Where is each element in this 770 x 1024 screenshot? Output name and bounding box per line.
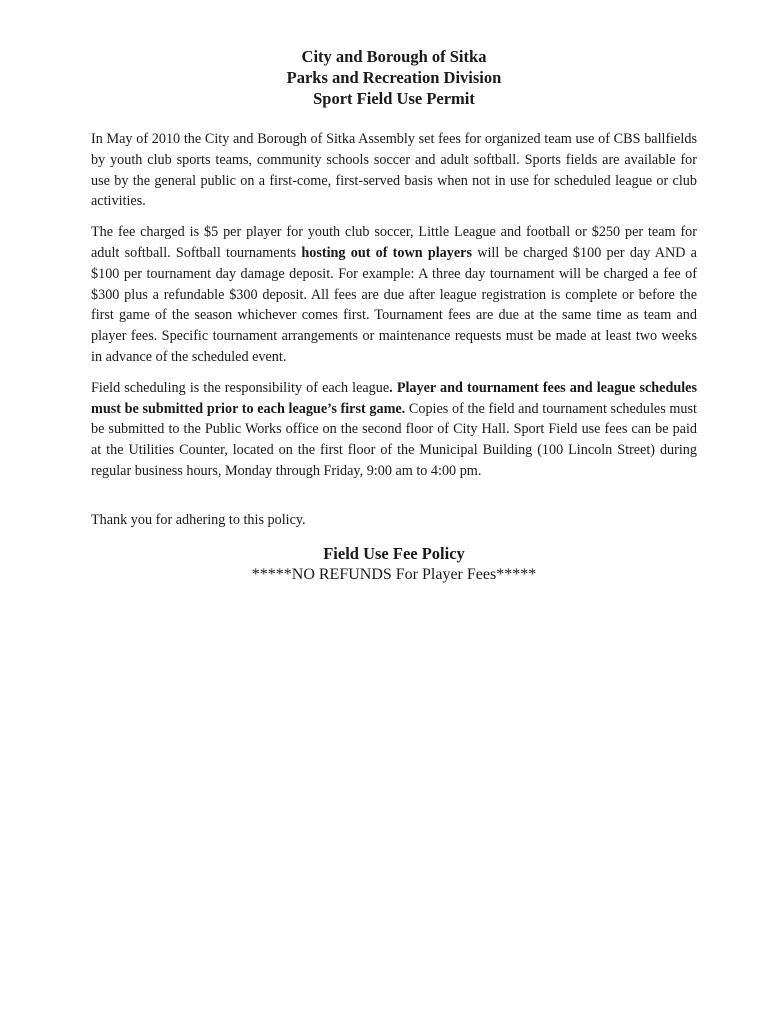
fee-details-bold: hosting out of town players (301, 244, 472, 261)
scheduling-text-end: Copies of the field and tournament schedules must be submitted to the Public Works office on the second floor of City Hall. Sport Field use fees can be paid at the Utilities Counter, located on the first floor of the Municipal Building (100 Lincoln Street) during regular business hours, Monday through Friday, 9:00 am to 4:00 pm. (91, 400, 697, 479)
header-division: Parks and Recreation Division (286, 68, 502, 87)
policy-title: Field Use Fee Policy (323, 543, 465, 563)
paragraph-scheduling (91, 378, 697, 482)
scheduling-bold: . Player and tournament fees and league schedules must be submitted prior to each league’s first game. (91, 379, 697, 417)
document-header (91, 46, 697, 109)
thanks-line: Thank you for adhering to this policy. (91, 511, 306, 528)
policy-subtitle: *****NO REFUNDS For Player Fees***** (251, 565, 537, 583)
paragraph-fee-details (91, 222, 697, 368)
fee-details-text-end: will be charged $100 per day AND a $100 per tournament day damage deposit. For example: A three day tournament will be charged a fee of $300 plus a refundable $300 deposit. All fees are due after league registration is complete or before the first game of the season whichever comes first. Tournament fees are due at the same time as team and player fees. Specific tournament arrangements or maintenance requests must be made at least two weeks in advance of the scheduled event. (91, 244, 697, 365)
paragraph-fee-intro-text: In May of 2010 the City and Borough of Sitka Assembly set fees for organized team use of CBS ballfields by youth club sports teams, community schools soccer and adult softball. Sports fields are available for use by the general public on a first-come, first-served basis when not in use for scheduled league or club activities. (91, 131, 697, 210)
header-organization: City and Borough of Sitka (301, 47, 487, 66)
scheduling-text-start: Field scheduling is the responsibility of each league (91, 379, 390, 396)
fee-details-text-start: The fee charged is $5 per player for youth club soccer, Little League and football or $250 per team for adult softball. Softball tournaments (91, 224, 697, 261)
header-title: Sport Field Use Permit (313, 89, 475, 108)
policy-section (91, 543, 697, 585)
document-page (91, 46, 697, 585)
paragraph-fee-intro (91, 129, 697, 212)
